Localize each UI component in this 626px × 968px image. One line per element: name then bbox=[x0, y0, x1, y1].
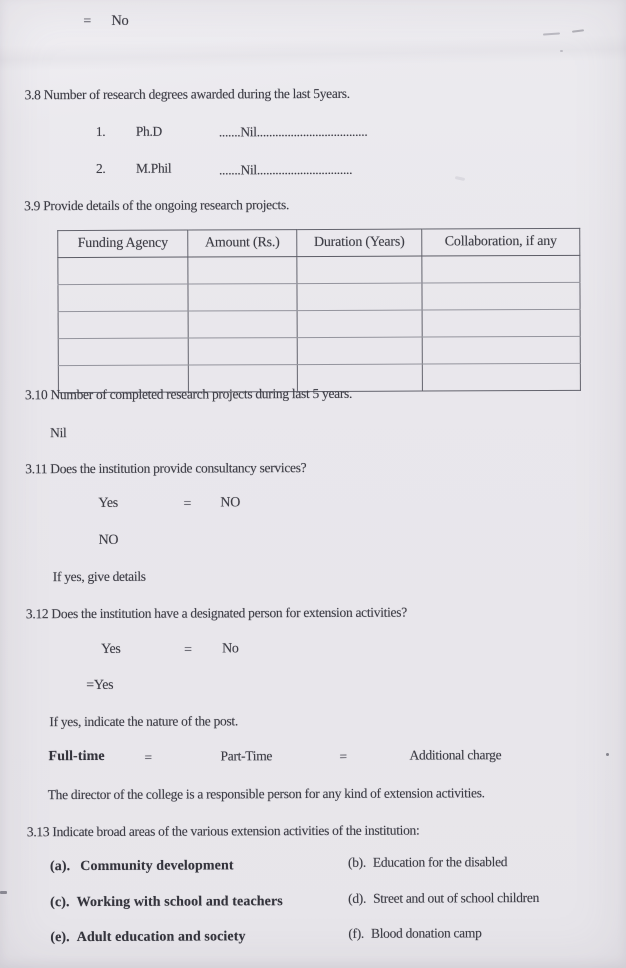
question-3-13-label: 3.13 Indicate broad areas of the various extension activities of the institution: bbox=[26, 822, 420, 840]
degree-item-2-number: 2. bbox=[95, 160, 106, 176]
table-empty-row bbox=[58, 309, 580, 338]
table-empty-row bbox=[58, 282, 580, 311]
table-header-duration: Duration (Years) bbox=[297, 229, 422, 257]
table-header-funding-agency: Funding Agency bbox=[58, 230, 188, 258]
table-empty-cell bbox=[422, 309, 580, 337]
q311-choice-no: NO bbox=[220, 495, 241, 511]
extension-option-a-key: (a). bbox=[49, 859, 71, 875]
table-empty-cell bbox=[188, 311, 297, 338]
extension-option-b bbox=[348, 854, 507, 870]
extension-option-b-key: (b). bbox=[347, 854, 366, 870]
extension-option-b-text: Education for the disabled bbox=[372, 854, 508, 870]
table-empty-cell bbox=[297, 283, 422, 311]
degree-item-1-name: Ph.D bbox=[135, 123, 163, 139]
question-3-11-label: 3.11 Does the institution provide consultancy services? bbox=[25, 460, 307, 477]
table-empty-cell bbox=[188, 284, 297, 311]
q311-answer: NO bbox=[98, 532, 119, 548]
nature-option-full-time: Full-time bbox=[48, 748, 105, 765]
table-empty-cell bbox=[422, 255, 580, 283]
extension-option-f-text: Blood donation camp bbox=[370, 925, 482, 941]
table-empty-cell bbox=[58, 311, 188, 339]
table-empty-cell bbox=[188, 338, 297, 365]
table-empty-cell bbox=[422, 282, 580, 310]
extension-option-c-key: (c). bbox=[50, 895, 70, 911]
q312-answer: =Yes bbox=[86, 677, 114, 693]
table-empty-cell bbox=[422, 363, 580, 391]
question-3-8-label: 3.8 Number of research degrees awarded during the last 5years. bbox=[24, 85, 350, 103]
extension-option-d-key: (d). bbox=[348, 890, 367, 906]
q312-choice-no: No bbox=[222, 641, 239, 657]
extension-option-e bbox=[50, 929, 245, 946]
degree-item-1-number: 1. bbox=[95, 123, 106, 139]
degree-item-2-answer-line: .......Nil............................... bbox=[218, 161, 353, 178]
table-header-collaboration: Collaboration, if any bbox=[422, 228, 580, 256]
table-empty-cell bbox=[58, 338, 188, 366]
q312-hint: If yes, indicate the nature of the post. bbox=[49, 713, 238, 730]
nature-equals-sign-2: = bbox=[339, 748, 347, 764]
table-empty-cell bbox=[188, 257, 297, 284]
table-empty-cell bbox=[58, 257, 188, 285]
table-empty-cell bbox=[297, 310, 422, 338]
table-empty-row bbox=[58, 336, 580, 365]
q312-director-note: The director of the college is a responsible person for any kind of extension activities. bbox=[47, 785, 485, 803]
question-3-10-label: 3.10 Number of completed research projects during last 5 years. bbox=[24, 385, 353, 403]
table-empty-cell bbox=[297, 337, 422, 365]
extension-option-e-text: Adult education and society bbox=[76, 929, 246, 946]
q311-equals-sign: = bbox=[183, 496, 192, 512]
table-empty-cell bbox=[297, 256, 422, 284]
degree-item-2-name: M.Phil bbox=[135, 160, 172, 176]
extension-option-c-text: Working with school and teachers bbox=[76, 894, 283, 911]
extension-option-f bbox=[348, 925, 481, 941]
q311-choice-yes: Yes bbox=[98, 495, 118, 511]
table-header-amount: Amount (Rs.) bbox=[188, 230, 297, 257]
question-3-9-label: 3.9 Provide details of the ongoing research projects. bbox=[24, 197, 290, 214]
q311-hint: If yes, give details bbox=[52, 568, 146, 585]
prev-answer-value: No bbox=[111, 12, 129, 29]
nature-option-additional-charge: Additional charge bbox=[409, 747, 502, 763]
nature-equals-sign-1: = bbox=[144, 749, 152, 765]
q312-choice-yes: Yes bbox=[101, 641, 121, 657]
question-3-10-answer: Nil bbox=[50, 425, 67, 441]
prev-answer-equals-sign: = bbox=[83, 13, 91, 29]
research-projects-table-body bbox=[58, 255, 581, 392]
extension-option-c bbox=[50, 894, 283, 911]
extension-option-e-key: (e). bbox=[50, 930, 70, 946]
extension-option-d bbox=[348, 890, 539, 906]
table-empty-cell bbox=[422, 336, 580, 364]
nature-option-part-time: Part-Time bbox=[220, 748, 273, 764]
question-3-12-label: 3.12 Does the institution have a designated person for extension activities? bbox=[25, 604, 407, 622]
extension-option-a-text: Community development bbox=[80, 858, 234, 875]
extension-option-d-text: Street and out of school children bbox=[373, 890, 540, 906]
q312-equals-sign: = bbox=[184, 642, 192, 658]
table-empty-row bbox=[58, 255, 580, 284]
table-header-row bbox=[58, 228, 580, 257]
extension-option-a bbox=[50, 858, 234, 875]
degree-item-1-answer-line: .......Nil.................................... bbox=[218, 123, 368, 140]
extension-option-f-key: (f). bbox=[348, 925, 365, 941]
research-projects-table bbox=[57, 228, 581, 393]
table-empty-cell bbox=[58, 284, 188, 312]
